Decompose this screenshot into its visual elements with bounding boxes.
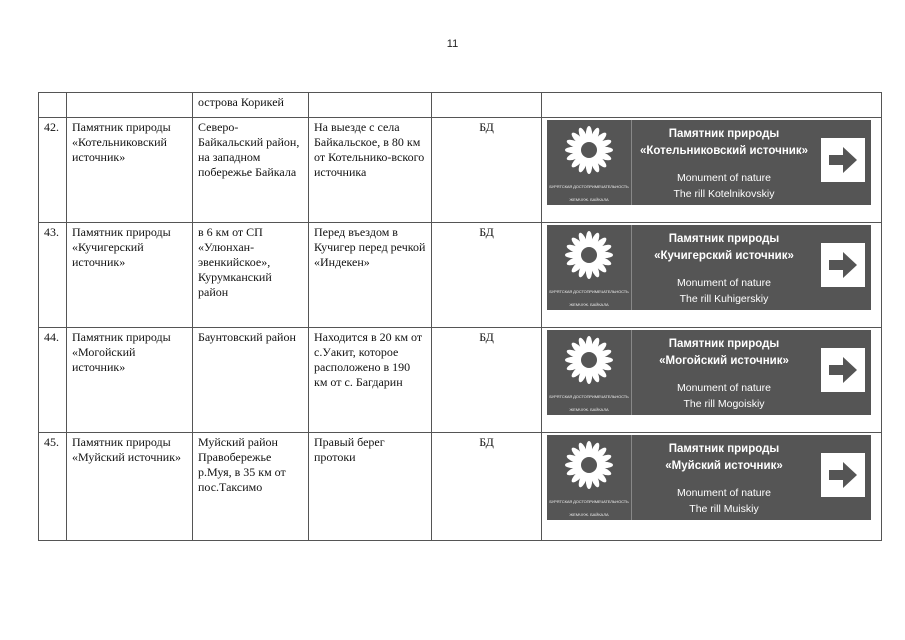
sign-english-line2: The rill Mogoiskiy	[683, 398, 765, 410]
arrow-right-icon	[827, 459, 859, 491]
row-number: 42.	[39, 118, 67, 223]
daisy-flower-icon	[563, 334, 615, 386]
sign-emblem	[547, 120, 632, 205]
sign-arrow-panel	[821, 138, 865, 182]
source-label: БД	[432, 223, 542, 328]
sign-arrow-panel	[821, 453, 865, 497]
row-number: 45.	[39, 433, 67, 541]
table-row	[39, 328, 882, 433]
sign-arrow-panel	[821, 243, 865, 287]
object-location: Муйский район Правобережье р.Муя, в 35 км от пос.Таксимо	[193, 433, 309, 541]
object-description: Находится в 20 км от с.Уакит, которое расположено в 190 км от с. Багдарин	[309, 328, 432, 433]
sign-org-line2: ЖЕМЧУЖ. БАЙКАЛА	[569, 302, 609, 307]
row-number: 44.	[39, 328, 67, 433]
object-description: Правый берег протоки	[309, 433, 432, 541]
sign-cell	[542, 433, 882, 541]
sign-org-line1: БУРЯТСКАЯ ДОСТОПРИМЕЧАТЕЛЬНОСТЬ	[549, 289, 629, 294]
sign-cell	[542, 328, 882, 433]
cell-location: острова Корикей	[193, 93, 309, 118]
sign-title-line2: «Котельниковский источник»	[640, 145, 808, 157]
sign-title-line1: Памятник природы	[668, 233, 780, 245]
cell-name	[67, 93, 193, 118]
sign-english-line1: Monument of nature	[677, 487, 771, 499]
sign-org-line2: ЖЕМЧУЖ. БАЙКАЛА	[569, 197, 609, 202]
sign-emblem	[547, 435, 632, 520]
sign-org-line2: ЖЕМЧУЖ. БАЙКАЛА	[569, 407, 609, 412]
cell-source	[432, 93, 542, 118]
cell-description	[309, 93, 432, 118]
arrow-right-icon	[827, 249, 859, 281]
object-description: Перед въездом в Кучигер перед речкой «Индекен»	[309, 223, 432, 328]
sign-english-line2: The rill Kuhigerskiy	[679, 293, 769, 305]
table-row	[39, 223, 882, 328]
table-row	[39, 433, 882, 541]
cell-num	[39, 93, 67, 118]
object-name: Памятник природы «Котельниковский источник»	[67, 118, 193, 223]
sign-title-line1: Памятник природы	[668, 128, 780, 140]
sign-emblem	[547, 330, 632, 415]
page-number: 11	[446, 38, 459, 50]
sign-org-line1: БУРЯТСКАЯ ДОСТОПРИМЕЧАТЕЛЬНОСТЬ	[549, 394, 629, 399]
object-location: Баунтовский район	[193, 328, 309, 433]
sign-cell	[542, 223, 882, 328]
sign-emblem	[547, 225, 632, 310]
daisy-flower-icon	[563, 439, 615, 491]
object-name: Памятник природы «Могойский источник»	[67, 328, 193, 433]
daisy-flower-icon	[563, 124, 615, 176]
source-label: БД	[432, 118, 542, 223]
sign-title-line1: Памятник природы	[668, 443, 780, 455]
object-description: На выезде с села Байкальское, в 80 км от Котельнико-вского источника	[309, 118, 432, 223]
sign-english-line1: Monument of nature	[677, 277, 771, 289]
arrow-right-icon	[827, 144, 859, 176]
table-row	[39, 93, 882, 118]
road-sign	[547, 435, 871, 520]
sign-english-line1: Monument of nature	[677, 172, 771, 184]
object-name: Памятник природы «Муйский источник»	[67, 433, 193, 541]
table-row	[39, 118, 882, 223]
row-number: 43.	[39, 223, 67, 328]
sign-org-line1: БУРЯТСКАЯ ДОСТОПРИМЕЧАТЕЛЬНОСТЬ	[549, 499, 629, 504]
sign-title-line2: «Муйский источник»	[665, 460, 783, 472]
daisy-flower-icon	[563, 229, 615, 281]
sign-title-line2: «Кучигерский источник»	[654, 250, 794, 262]
sign-org-line1: БУРЯТСКАЯ ДОСТОПРИМЕЧАТЕЛЬНОСТЬ	[549, 184, 629, 189]
objects-table	[38, 92, 882, 541]
road-sign	[547, 120, 871, 205]
sign-title-line1: Памятник природы	[668, 338, 780, 350]
source-label: БД	[432, 433, 542, 541]
sign-english-line2: The rill Kotelnikovskiy	[673, 188, 775, 200]
object-location: в 6 км от СП «Улюнхан-эвенкийское», Курумканский район	[193, 223, 309, 328]
sign-org-line2: ЖЕМЧУЖ. БАЙКАЛА	[569, 512, 609, 517]
source-label: БД	[432, 328, 542, 433]
road-sign	[547, 330, 871, 415]
road-sign	[547, 225, 871, 310]
sign-cell	[542, 118, 882, 223]
sign-title-line2: «Могойский источник»	[659, 355, 789, 367]
object-location: Северо-Байкальский район, на западном побережье Байкала	[193, 118, 309, 223]
cell-sign	[542, 93, 882, 118]
sign-english-line1: Monument of nature	[677, 382, 771, 394]
sign-english-line2: The rill Muiskiy	[689, 503, 759, 515]
sign-arrow-panel	[821, 348, 865, 392]
arrow-right-icon	[827, 354, 859, 386]
object-name: Памятник природы «Кучигерский источник»	[67, 223, 193, 328]
